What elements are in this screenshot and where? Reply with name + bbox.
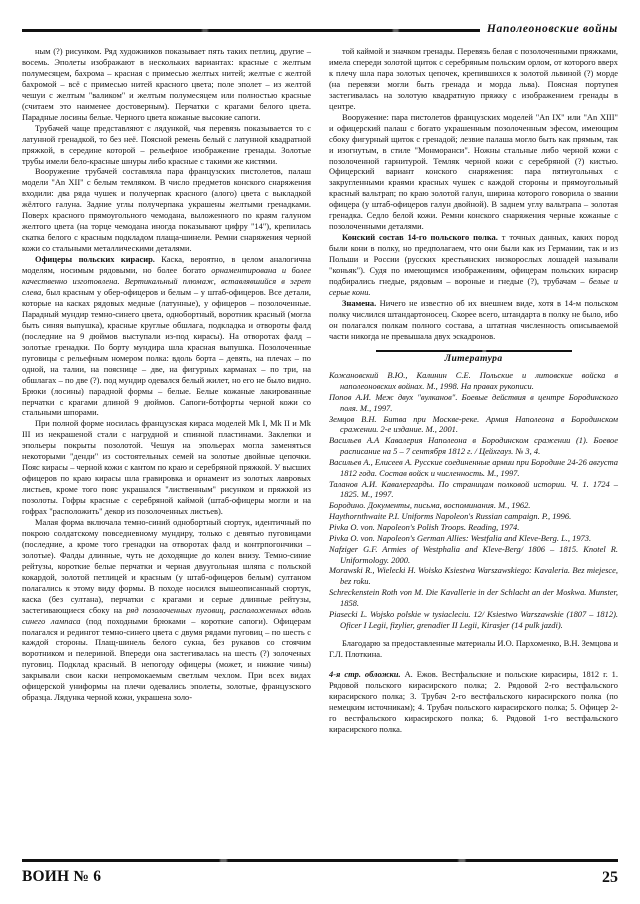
- paragraph-text: Ничего не известно об их внешнем виде, хотя в 14-м польском полку числился штандартоносец. Скорее всего, штандарта в полку не было, ибо он полагался полкам полного состава, а штатная численность описываемой части никогда не превышала двух эскадронов.: [329, 297, 618, 341]
- bibliography-heading: Литература: [444, 353, 503, 365]
- cover-caption-text: А. Ежов. Вестфальские и польские кирасиры, 1812 г. 1. Рядовой польского кирасирского полка; 2. Рядовой 2-го вестфальского кирасирского полка; 3. Трубач 2-го вестфальского кирасирского полка (по немецким источникам); 4. Трубач польского кирасирского полка; 5. Офицер 2-го вестфальского кирасирского полка; 6. Рядовой 1-го вестфальского кирасирского полка.: [329, 669, 618, 735]
- paragraph-horse-stock: [329, 232, 618, 298]
- paragraph-lead-in: Знамена.: [342, 297, 377, 308]
- cover-caption-paragraph: [329, 669, 618, 735]
- cover-caption-lead: 4-я стр. обложки.: [329, 669, 401, 680]
- bibliography-entry: Schreckenstein Roth von M. Die Kavallerie in der Schlacht an der Moskwa. Munster, 1858.: [329, 587, 618, 608]
- bibliography-entry: Попов А.И. Меж двух "вулканов". Боевые действия в центре Бородинского поля. М., 1997.: [329, 391, 618, 413]
- bibliography-entry: Земцов В.Н. Битва при Москве-реке. Армия Наполеона в Бородинском сражении. 2-е издание. М., 2001.: [329, 413, 618, 435]
- paragraph: [329, 112, 618, 232]
- bibliography-entry: Бородино. Документы, письма, воспоминания. М., 1962.: [329, 500, 531, 511]
- paragraph: [22, 418, 311, 517]
- running-head: [22, 20, 618, 40]
- paragraph-officers-polish-cuirassiers: [22, 254, 311, 418]
- paragraph-text: т точных данных, каких пород были кони в полку, но предполагаем, что они были как из Германии, так и из Польши и России (русских крестьянских низкорослых лошадей называли "коньяк"). Судя по имеющимся изображениям, офицерам польских кирасир подбирались гнедые, рядовым – вороные и гнедые (?), трубачам –: [329, 232, 618, 287]
- footer-publication-title: ВОИН № 6: [22, 868, 102, 885]
- paragraph: [22, 166, 311, 254]
- running-head-title: Наполеоновские войны: [480, 20, 618, 38]
- paragraph-lead-in: Офицеры польских кирасир.: [35, 254, 155, 265]
- paragraph-text-tail: (под походными брюками – короткие сапоги). Офицерам полагался и редингот темно-синего цвета с двумя рядами пуговиц – по шесть с каждой стороны. Плащ-шинель белого сукна, без рукавов со стоячим воротником и пелериной. Впереди она застегивалась на шесть (?) золоченых пуговиц. Подклад красный. В непогоду офицеры (может, и нижние чины) закрывали свои каски непромокаемым светлым чехлом. При всех видах офицерской униформы на плечи одевались эполеты, золотые, французского образца. Лядунка черной кожи, украшена золо-: [22, 615, 311, 703]
- bibliography-list: [329, 370, 618, 630]
- bibliography-entry: Nafziger G.F. Armies of Westphalia and Kleve-Berg/ 1806 – 1815. Knotel R. Uniformology. 2000.: [329, 543, 618, 565]
- paragraph-text: Вооружение: пара пистолетов французских моделей "An IX" или "An XIII" и офицерский палаш с богато украшенным позолоченным эфесом, имеющим сбоку фигурный щиток с гренадой; лезвие палаша могло быть как прямым, так и изогнутым, в стиле "Монморанси". Ножны стальные либо черной кожи с позолоченной гарнитурой. Темляк черной кожи с серебряной (?) кистью. Офицерский вариант конского снаряжения: пара пятиугольных с закругленными краями красных чушек с каждой стороны и прямоугольный красный вальтрап; по краю золотой галун, ширина которого говорила о звании офицера (у штаб-офицеров галун двойной). В заднем углу вальтрапа – золотая гренадка. Седло белой кожи. Ремни конского снаряжения черные кожаные с позолоченными деталями.: [329, 111, 618, 232]
- bibliography-entry: Piasecki L. Wojsko polskie w tysiacleciu. 12/ Ksiestwo Warszawskie (1807 – 1812). Oficer I Legii, fizylier, grenadier II Legii, Kirasjer (14 pulk jazdi).: [329, 608, 618, 630]
- paragraph-text: ным (?) рисунком. Ряд художников показывает пять таких петлиц, другие – восемь. Эполеты изображают в нескольких вариантах: красные с желтым полумесяцем, бахрома – красная с примесью желтых нитей; желтые с желтой бахромой – всё с примесью нитей красного цвета; поле эполет – из желтой чешуи с желтым "валиком" и желтым полумесяцем или полностью красные (считаем это наименее достоверным). Перчатки с крагами белого цвета. Парадные лосины белые. Черного цвета кожаные высокие сапоги.: [22, 46, 311, 122]
- paragraph: [22, 123, 311, 167]
- bibliography-entry: Morawski R., Wielecki H. Woisko Ksiestwa Warszawskiego: Kavaleria. Bez miejesce, bez roku.: [329, 565, 618, 587]
- paragraph-text: Каска, вероятно, в целом аналогична моделям, носимым рядовыми, но более богато: [22, 254, 311, 276]
- paragraph-italic-run: орнаментирована и более качественно изготовлена. Вертикальный плюмаж, вставлявшийся в эгрет слева,: [22, 265, 311, 297]
- bibliography-separator-rule: [376, 350, 572, 353]
- paragraph-banners: [329, 298, 618, 342]
- paragraph-text: Трубачей чаще представляют с лядункой, чья перевязь показывается то с латунной гренадкой, то без неё. Поясной ремень белый с латунной квадратной пряжкой, в середине которой – рельефное изображение гренады. Золотые трубы имели бело-красные шнуры либо красные с такими же кистями.: [22, 122, 311, 166]
- paragraph: [22, 517, 311, 703]
- bibliography-entry: Васильев А., Елисеев А. Русские соединенные армии при Бородине 24-26 августа 1812 года. Состав войск и численность. М., 1997.: [329, 456, 618, 478]
- right-text-column: [329, 46, 618, 735]
- bibliography-entry: Васильев А.А Кавалерия Наполеона в Бородинском сражении (1). Боевое расписание на 5 – 7 сентября 1812 г. / Цейхгауз. № 3, 4.: [329, 435, 618, 457]
- paragraph-text: той каймой и значком гренады. Перевязь белая с позолоченными пряжками, имела спереди золотой щиток с серебряным польским орлом, от которого вверх к плечу шла пара золотых цепочек, крепившихся к золотой львиной (?) морде (на перевязи могли быть гренада и морда льва). Поясная портупея застегивалась на золотую квадратную пряжку с изображением гренады в центре.: [329, 46, 618, 111]
- footer-rule: [22, 859, 618, 862]
- paragraph-italic-run: ряд позолоченных пуговиц, расположенных вдоль синего лампаса: [22, 604, 311, 626]
- bibliography-entry: Кожановский В.Ю., Калинин С.Е. Польские и литовские войска в наполеоновских войнах. М., 1998. На правах рукописи.: [329, 370, 618, 392]
- paragraph: [329, 46, 618, 112]
- paragraph-italic-run: белые и серые кони.: [329, 276, 618, 297]
- paragraph-text-tail: был красным у обер-офицеров и белым – у штаб-офицеров. Все детали, которые на касках рядовых медные (латунные), у офицеров – позолоченные. Парадный мундир темно-синего цвета, однобортный, воротник красный (могла быть синяя выпушка), красные круглые обшлага, подкладка и отвороты фалд (последние на 9 дюймов выступали из-под кирасы). На отворотах фалд – золотые гренадки. По борту мундира шла красная выпушка. Позолоченные пуговицы с рельефным номером полка: вдоль борта – девять, на плечах – по одной, на талии, на пояснице – две, на фигурных карманах – по три, на обшлагах – по две (?). под мундир одевался белый жилет, но его не было видно. Брюки (лосины) парадной формы – белые. Белые кожаные лакированные перчатки с крагами длиной 9 дюймов. Сапоги-ботфорты черной кожи со стальными шпорами.: [22, 286, 311, 418]
- paragraph-text: Малая форма включала темно-синий однобортный сюртук, идентичный по покрою солдатскому повседневному мундиру, только с девятью пуговицами (последние, а кроме того гренадки на отворотах фалд и контрпогончики – золотые). Фалды длинные, чуть не доходящие до колен внизу. Темно-синие рейтузы, короткие белые перчатки и черная двуугольная шляпа с польской кокардой, золотой петлицей и красным (у штаб-офицеров белым) султаном полагались к этому виду формы. В походе носился вышеописанный сюртук, каска (без султана), перчатки с крагами и серые длинные рейтузы, застегивающиеся сбоку на: [22, 516, 311, 615]
- bibliography-entry: Haythornthwaite P.I. Uniforms Napoleon's Russian campaign. P., 1996.: [329, 511, 572, 522]
- paragraph-text: При полной форме носилась французская кираса моделей Mk I, Mk II и Mk III из некрашеной стали с нагрудной и спинной пластинами. Заклепки и эпольеры покрыты позолотой. Чешуя на эпольерах могла заменяться некоторыми "денди" из состоятельных семей на золотые двойные цепочки. Пояс кирасы – черной кожи с кантом по краю и серебряной пряжкой. У высших офицеров по краю кирасы шла гравировка и орнамент из золотых лавровых листьев, кроме того пояс украшался "лиственным" рисунком и пряжкой из позолоты. Гофры красные с серебряной каймой (штаб-офицеры могли и на гофрах "расположить" декор из позолоченных листьев).: [22, 418, 311, 517]
- acknowledgements-paragraph: Благодарю за предоставленные материалы И.О. Пархоменко, В.Н. Земцова и Г.Л. Плоткина.: [329, 638, 618, 660]
- bibliography-entry: Pivka O. von. Napoleon's German Allies: Westfalia and Kleve-Berg. L., 1973.: [329, 532, 592, 543]
- bibliography-entry: Таланов А.И. Кавалергарды. По страницам полковой истории. Ч. 1. 1724 – 1825. М., 1997.: [329, 478, 618, 500]
- footer-page-number: 25: [602, 869, 618, 886]
- paragraph-text: Вооружение трубачей составляла пара французских пистолетов, палаш модели "An XII" с белым темляком. В число предметов конского снаряжения входили: два ряда чушек и получерпак красного (алого) цвета с выкладкой жёлтого галуна. Задние углы получерпака украшены желтыми гренадками. Поверх красного прямоугольного чемодана, выложенного по краям галуном желтого цвета (на торце чемодана иногда показывают цифру "14"), крепилась скатка белого с красным подкладом плаща-шинели. Ремни снаряжения черной кожи со стальными металлическими деталями.: [22, 166, 311, 254]
- paragraph-lead-in: Конский состав 14-го польского полка.: [342, 232, 498, 243]
- paragraph: [22, 46, 311, 123]
- bibliography-entry: Pivka O. von. Napoleon's Polish Troops. Reading, 1974.: [329, 522, 520, 532]
- left-text-column: [22, 46, 311, 703]
